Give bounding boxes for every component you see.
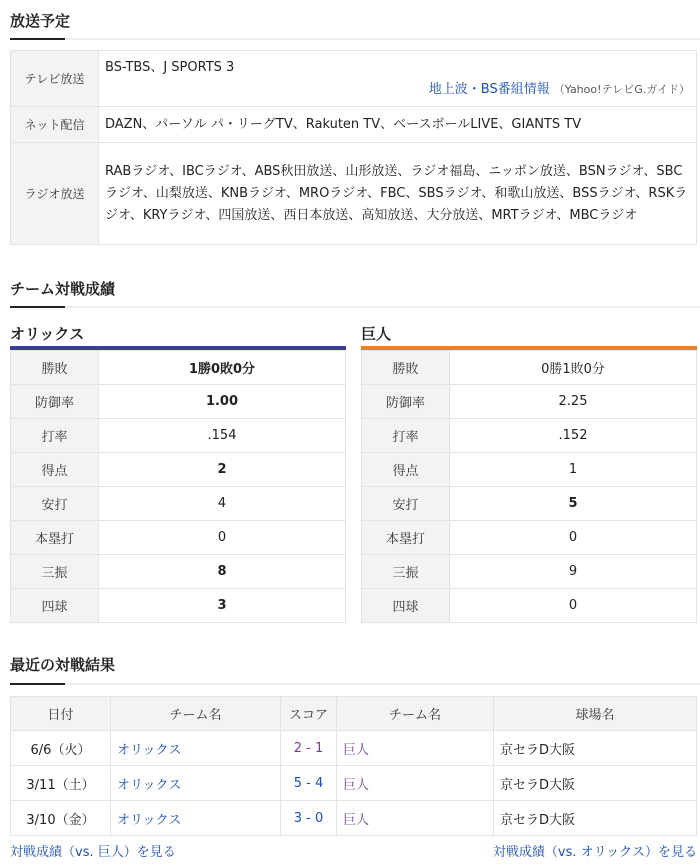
broadcast-title: 放送予定 bbox=[10, 12, 71, 30]
header-team1: チーム名 bbox=[111, 697, 281, 731]
stat-value: 0 bbox=[99, 521, 346, 555]
tv-value: BS-TBS、J SPORTS 3 bbox=[105, 59, 235, 75]
stat-label: 得点 bbox=[362, 453, 450, 487]
table-row bbox=[11, 766, 697, 801]
stat-label: 本塁打 bbox=[11, 521, 99, 555]
team1-link[interactable]: オリックス bbox=[111, 766, 281, 801]
section-divider bbox=[10, 38, 700, 40]
recent-results-table bbox=[10, 696, 697, 836]
stat-row bbox=[362, 487, 697, 521]
stat-value: 1 bbox=[450, 453, 697, 487]
left-team-name: オリックス bbox=[10, 325, 85, 343]
header-team2: チーム名 bbox=[337, 697, 494, 731]
game-date: 3/11（土） bbox=[11, 766, 111, 801]
stat-label: 防御率 bbox=[362, 385, 450, 419]
stat-row bbox=[362, 589, 697, 623]
game-score-link[interactable]: 3 - 0 bbox=[281, 801, 337, 836]
game-date: 6/6（火） bbox=[11, 731, 111, 766]
stat-value: 1.00 bbox=[99, 385, 346, 419]
ballpark: 京セラD大阪 bbox=[494, 766, 697, 801]
stat-row bbox=[362, 555, 697, 589]
vs-giants-record-link[interactable]: 対戦成績（vs. 巨人）を見る bbox=[10, 845, 176, 860]
stat-value: 8 bbox=[99, 555, 346, 589]
stat-row bbox=[11, 589, 346, 623]
broadcast-table bbox=[10, 50, 697, 245]
section-divider bbox=[10, 683, 700, 685]
stat-value: 3 bbox=[99, 589, 346, 623]
stat-label: 勝敗 bbox=[11, 351, 99, 385]
vs-orix-record-link[interactable]: 対戦成績（vs. オリックス）を見る bbox=[492, 845, 697, 860]
team1-link[interactable]: オリックス bbox=[111, 731, 281, 766]
stat-row bbox=[11, 419, 346, 453]
stat-row bbox=[11, 351, 346, 385]
tv-guide-link[interactable]: 地上波・BS番組情報 bbox=[428, 81, 550, 97]
stat-label: 打率 bbox=[11, 419, 99, 453]
stat-row bbox=[362, 419, 697, 453]
stat-value: 0 bbox=[450, 521, 697, 555]
stat-label: 打率 bbox=[362, 419, 450, 453]
header-park: 球場名 bbox=[494, 697, 697, 731]
tv-guide-note: （Yahoo!テレビG.ガイド） bbox=[553, 82, 690, 96]
stat-value: 9 bbox=[450, 555, 697, 589]
right-team-stats bbox=[361, 350, 697, 623]
stat-label: 得点 bbox=[11, 453, 99, 487]
stat-label: 勝敗 bbox=[362, 351, 450, 385]
game-date: 3/10（金） bbox=[11, 801, 111, 836]
stat-row bbox=[362, 385, 697, 419]
ballpark: 京セラD大阪 bbox=[494, 731, 697, 766]
stat-label: 三振 bbox=[362, 555, 450, 589]
stat-value: 5 bbox=[450, 487, 697, 521]
game-score-link[interactable]: 2 - 1 bbox=[281, 731, 337, 766]
stat-value: 2 bbox=[99, 453, 346, 487]
team2-link[interactable]: 巨人 bbox=[337, 766, 494, 801]
radio-value: RABラジオ、IBCラジオ、ABS秋田放送、山形放送、ラジオ福島、ニッポン放送、BSNラジオ、SBCラジオ、山梨放送、KNBラジオ、MROラジオ、FBC、SBSラジオ、和歌山放送、BSSラジオ、RSKラジオ、KRYラジオ、四国放送、西日本放送、高知放送、大分放送、MRTラジオ、MBCラジオ bbox=[99, 143, 697, 245]
stat-value: .154 bbox=[99, 419, 346, 453]
stat-row bbox=[11, 555, 346, 589]
stat-label: 四球 bbox=[362, 589, 450, 623]
stat-row bbox=[11, 521, 346, 555]
stat-row bbox=[11, 453, 346, 487]
stat-label: 防御率 bbox=[11, 385, 99, 419]
stat-value: 0 bbox=[450, 589, 697, 623]
header-score: スコア bbox=[281, 697, 337, 731]
stat-value: 1勝0敗0分 bbox=[99, 351, 346, 385]
stat-value: .152 bbox=[450, 419, 697, 453]
ballpark: 京セラD大阪 bbox=[494, 801, 697, 836]
net-label: ネット配信 bbox=[11, 107, 99, 143]
team2-link[interactable]: 巨人 bbox=[337, 801, 494, 836]
stat-label: 本塁打 bbox=[362, 521, 450, 555]
net-value: DAZN、パーソル パ・リーグTV、Rakuten TV、ベースボールLIVE、GIANTS TV bbox=[99, 107, 697, 143]
table-row bbox=[11, 801, 697, 836]
stat-value: 4 bbox=[99, 487, 346, 521]
stat-label: 安打 bbox=[362, 487, 450, 521]
table-row bbox=[11, 731, 697, 766]
stat-label: 三振 bbox=[11, 555, 99, 589]
stat-row bbox=[362, 521, 697, 555]
tv-label: テレビ放送 bbox=[11, 51, 99, 107]
stat-row bbox=[11, 385, 346, 419]
team2-link[interactable]: 巨人 bbox=[337, 731, 494, 766]
stat-label: 四球 bbox=[11, 589, 99, 623]
record-title: チーム対戦成績 bbox=[10, 280, 116, 298]
left-team-stats bbox=[10, 350, 346, 623]
section-divider bbox=[10, 306, 700, 308]
stat-label: 安打 bbox=[11, 487, 99, 521]
stat-row bbox=[11, 487, 346, 521]
right-team-name: 巨人 bbox=[361, 325, 392, 343]
stat-value: 2.25 bbox=[450, 385, 697, 419]
radio-label: ラジオ放送 bbox=[11, 143, 99, 245]
game-score-link[interactable]: 5 - 4 bbox=[281, 766, 337, 801]
stat-value: 0勝1敗0分 bbox=[450, 351, 697, 385]
recent-title: 最近の対戦結果 bbox=[10, 656, 116, 674]
stat-row bbox=[362, 351, 697, 385]
header-date: 日付 bbox=[11, 697, 111, 731]
team1-link[interactable]: オリックス bbox=[111, 801, 281, 836]
stat-row bbox=[362, 453, 697, 487]
